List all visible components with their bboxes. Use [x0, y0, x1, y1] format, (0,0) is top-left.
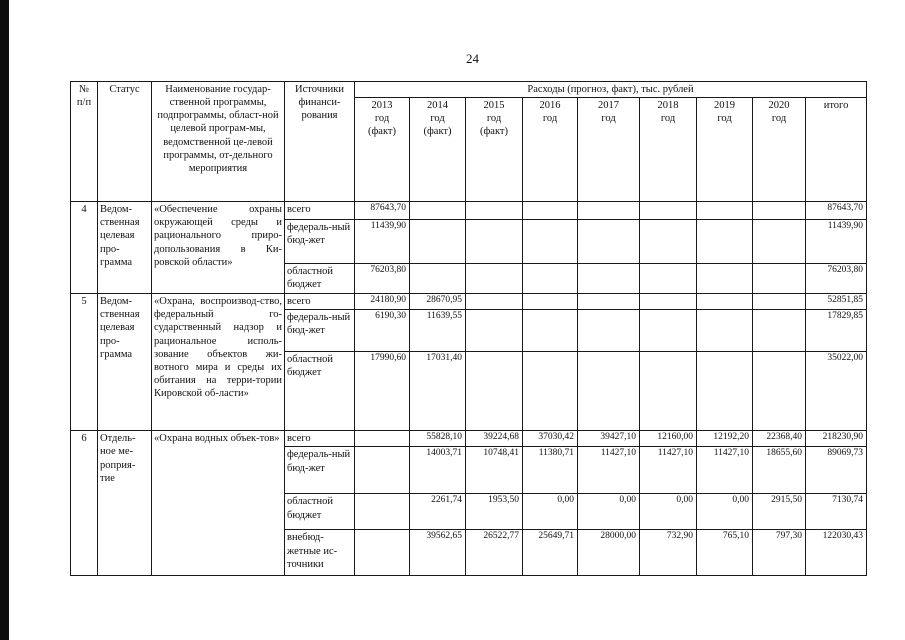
value-cell: 87643,70: [355, 202, 410, 220]
value-cell: [697, 352, 753, 431]
total-cell: 76203,80: [806, 264, 867, 294]
total-cell: 218230,90: [806, 431, 867, 447]
total-cell: 87643,70: [806, 202, 867, 220]
row-name: «Охрана, воспроизвод-ство, федеральный го-сударственный надзор и рациональное исполь-зование объектов жи-вотного мира и среды их обитания на терри-тории Кировской об-ласти»: [152, 294, 285, 431]
value-cell: 39427,10: [578, 431, 640, 447]
value-cell: [578, 202, 640, 220]
value-cell: 11439,90: [355, 220, 410, 264]
value-cell: 732,90: [640, 530, 697, 576]
value-cell: 24180,90: [355, 294, 410, 310]
source-label: всего: [285, 431, 355, 447]
value-cell: [753, 310, 806, 352]
value-cell: [697, 202, 753, 220]
value-cell: [355, 530, 410, 576]
value-cell: 76203,80: [355, 264, 410, 294]
year-header: 2016 год: [523, 98, 578, 202]
value-cell: [578, 264, 640, 294]
source-label: областной бюджет: [285, 352, 355, 431]
source-label: всего: [285, 202, 355, 220]
value-cell: [697, 264, 753, 294]
header-status: Статус: [98, 82, 152, 202]
value-cell: [410, 264, 466, 294]
value-cell: 25649,71: [523, 530, 578, 576]
value-cell: [523, 352, 578, 431]
value-cell: [640, 202, 697, 220]
value-cell: [640, 310, 697, 352]
value-cell: 55828,10: [410, 431, 466, 447]
value-cell: 17031,40: [410, 352, 466, 431]
value-cell: 11427,10: [640, 447, 697, 494]
year-header: 2019 год: [697, 98, 753, 202]
header-row: [71, 82, 867, 98]
value-cell: [523, 220, 578, 264]
value-cell: 11380,71: [523, 447, 578, 494]
value-cell: [466, 220, 523, 264]
value-cell: [753, 352, 806, 431]
row-num: 5: [71, 294, 98, 431]
value-cell: 0,00: [578, 494, 640, 530]
value-cell: 39224,68: [466, 431, 523, 447]
value-cell: [523, 264, 578, 294]
header-num: № п/п: [71, 82, 98, 202]
total-cell: 11439,90: [806, 220, 867, 264]
total-cell: 17829,85: [806, 310, 867, 352]
value-cell: [640, 352, 697, 431]
source-label: внебюд-жетные ис-точники: [285, 530, 355, 576]
source-label: областной бюджет: [285, 264, 355, 294]
value-cell: 12192,20: [697, 431, 753, 447]
value-cell: 6190,30: [355, 310, 410, 352]
value-cell: [753, 264, 806, 294]
header-sources: Источники финанси-рования: [285, 82, 355, 202]
year-header: 2017 год: [578, 98, 640, 202]
value-cell: 11639,55: [410, 310, 466, 352]
row-name: «Обеспечение охраны окружающей среды и рационального приро-допользования в Ки-ровской области»: [152, 202, 285, 294]
value-cell: [466, 264, 523, 294]
value-cell: 11427,10: [697, 447, 753, 494]
total-cell: 7130,74: [806, 494, 867, 530]
value-cell: 39562,65: [410, 530, 466, 576]
value-cell: [640, 294, 697, 310]
source-label: федераль-ный бюд-жет: [285, 220, 355, 264]
table-row: [71, 294, 867, 310]
value-cell: [523, 294, 578, 310]
budget-table: [70, 81, 867, 576]
value-cell: [578, 310, 640, 352]
value-cell: [410, 202, 466, 220]
scan-edge: [0, 0, 9, 640]
value-cell: 0,00: [523, 494, 578, 530]
value-cell: [466, 294, 523, 310]
total-cell: 35022,00: [806, 352, 867, 431]
value-cell: [466, 202, 523, 220]
table-row: [71, 202, 867, 220]
value-cell: 2261,74: [410, 494, 466, 530]
value-cell: [578, 220, 640, 264]
value-cell: [466, 310, 523, 352]
row-num: 4: [71, 202, 98, 294]
value-cell: 10748,41: [466, 447, 523, 494]
value-cell: [466, 352, 523, 431]
value-cell: 0,00: [697, 494, 753, 530]
year-header: 2014 год (факт): [410, 98, 466, 202]
page-number: 24: [466, 51, 479, 66]
total-cell: 122030,43: [806, 530, 867, 576]
row-status: Отдель-ное ме-роприя-тие: [98, 431, 152, 576]
total-cell: 89069,73: [806, 447, 867, 494]
source-label: федераль-ный бюд-жет: [285, 447, 355, 494]
value-cell: 1953,50: [466, 494, 523, 530]
value-cell: 11427,10: [578, 447, 640, 494]
value-cell: 797,30: [753, 530, 806, 576]
source-label: областной бюджет: [285, 494, 355, 530]
row-num: 6: [71, 431, 98, 576]
value-cell: 18655,60: [753, 447, 806, 494]
value-cell: [355, 494, 410, 530]
value-cell: 28670,95: [410, 294, 466, 310]
value-cell: [640, 220, 697, 264]
value-cell: [355, 447, 410, 494]
value-cell: 37030,42: [523, 431, 578, 447]
row-status: Ведом-ственная целевая про-грамма: [98, 202, 152, 294]
source-label: федераль-ный бюд-жет: [285, 310, 355, 352]
value-cell: 28000,00: [578, 530, 640, 576]
value-cell: 26522,77: [466, 530, 523, 576]
year-header: 2018 год: [640, 98, 697, 202]
value-cell: 14003,71: [410, 447, 466, 494]
value-cell: [523, 310, 578, 352]
value-cell: [697, 220, 753, 264]
value-cell: [697, 294, 753, 310]
value-cell: 22368,40: [753, 431, 806, 447]
header-expenses: Расходы (прогноз, факт), тыс. рублей: [355, 82, 867, 98]
value-cell: [578, 352, 640, 431]
value-cell: 12160,00: [640, 431, 697, 447]
value-cell: [640, 264, 697, 294]
value-cell: [753, 294, 806, 310]
value-cell: [753, 202, 806, 220]
total-header: итого: [806, 98, 867, 202]
value-cell: 0,00: [640, 494, 697, 530]
row-name: «Охрана водных объек-тов»: [152, 431, 285, 576]
total-cell: 52851,85: [806, 294, 867, 310]
value-cell: [410, 220, 466, 264]
value-cell: 17990,60: [355, 352, 410, 431]
year-header: 2015 год (факт): [466, 98, 523, 202]
value-cell: [697, 310, 753, 352]
row-status: Ведом-ственная целевая про-грамма: [98, 294, 152, 431]
table-row: [71, 431, 867, 447]
value-cell: [523, 202, 578, 220]
value-cell: 2915,50: [753, 494, 806, 530]
value-cell: 765,10: [697, 530, 753, 576]
value-cell: [578, 294, 640, 310]
value-cell: [355, 431, 410, 447]
year-header: 2013 год (факт): [355, 98, 410, 202]
value-cell: [753, 220, 806, 264]
header-name: Наименование государ-ственной программы, подпрограммы, област-ной целевой програм-мы, ведомственной це-левой программы, от-дельного мероприятия: [152, 82, 285, 202]
year-header: 2020 год: [753, 98, 806, 202]
source-label: всего: [285, 294, 355, 310]
